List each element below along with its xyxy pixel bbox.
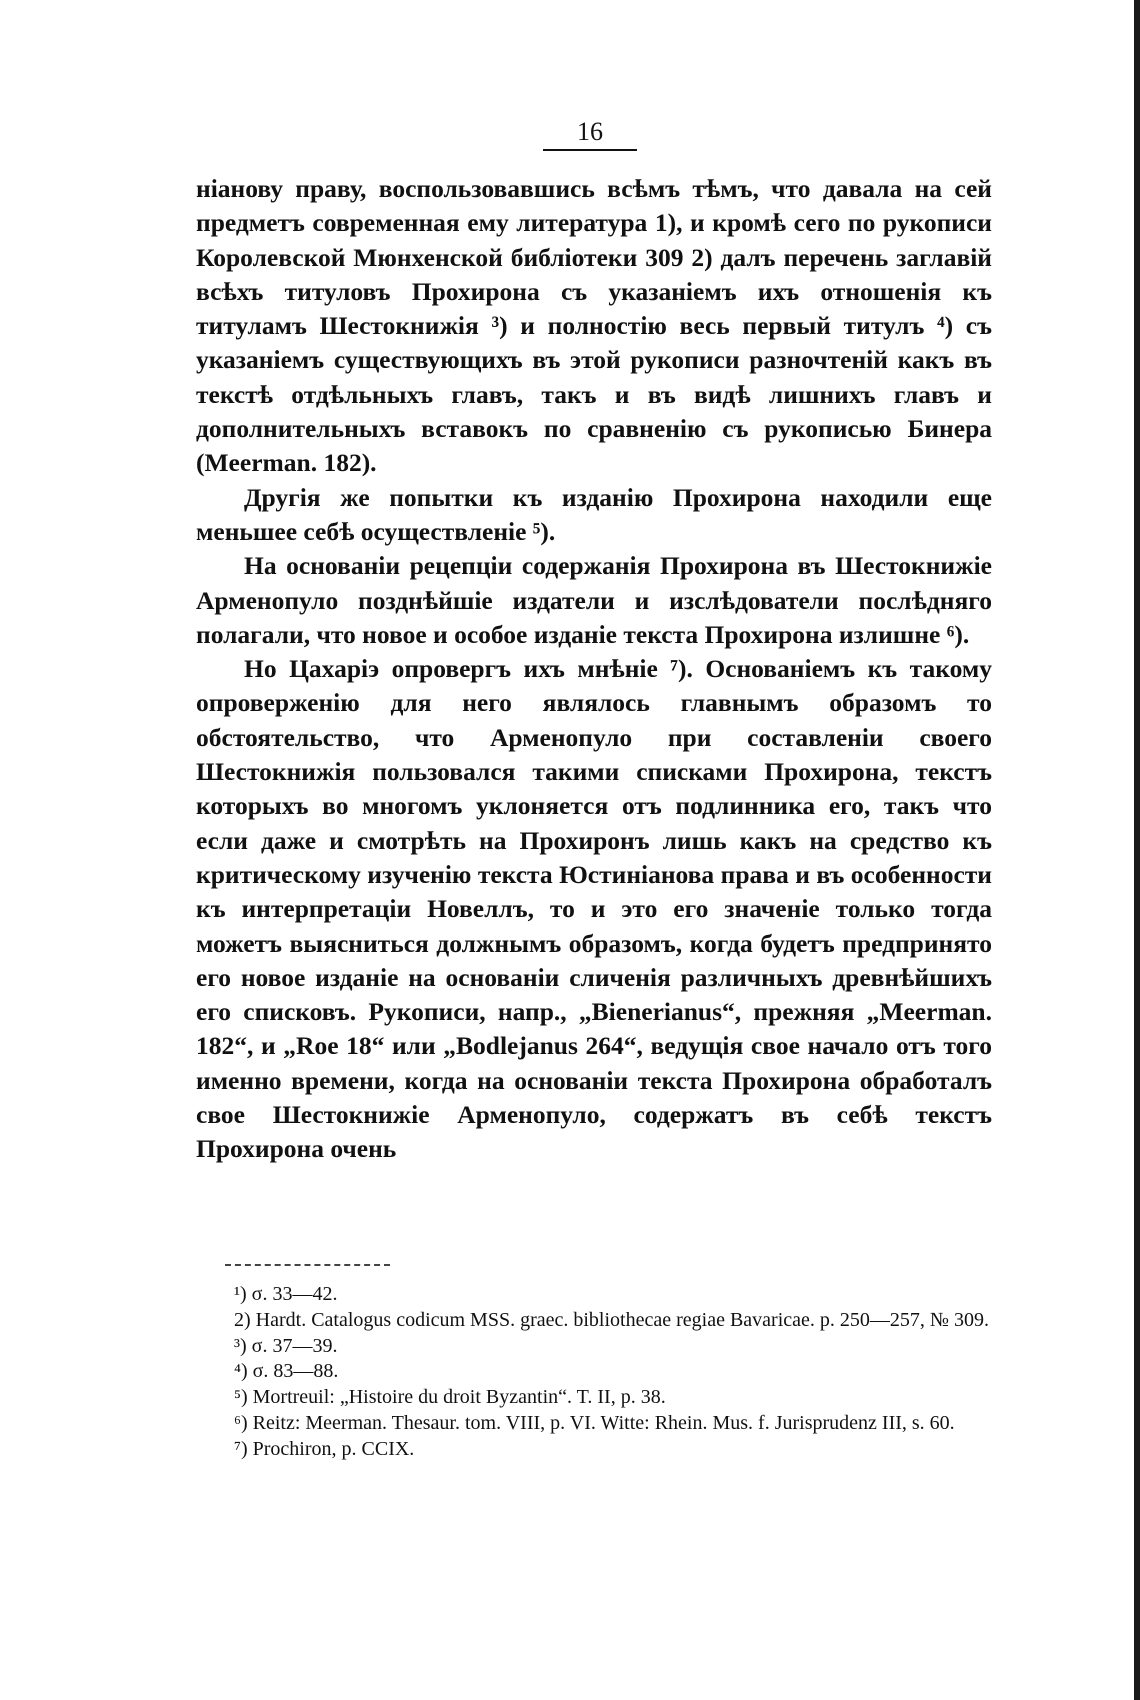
- paragraph-1: ніанову праву, воспользовавшись всѣмъ тѣмъ, что давала на сей предметъ современная ему литература 1), и кромѣ сего по рукописи Королевской Мюнхенской библіотеки 309 2) далъ перечень заглавій всѣхъ титуловъ Прохирона съ указаніемъ ихъ отношенія къ титуламъ Шестокнижія ³) и полностію весь первый титулъ ⁴) съ указаніемъ существующихъ въ этой рукописи разночтеній какъ въ текстѣ отдѣльныхъ главъ, такъ и въ видѣ лишнихъ главъ и дополнительныхъ вставокъ по сравненію съ рукописью Бинера (Meerman. 182).: [196, 174, 992, 478]
- footnote-4: ⁴) σ. 83—88.: [234, 1360, 339, 1383]
- footnote-separator: [225, 1264, 390, 1266]
- page-header: [0, 116, 1140, 151]
- page-number: 16: [543, 116, 637, 151]
- footnote-3: ³) σ. 37—39.: [234, 1334, 338, 1357]
- page-edge-shadow: [1134, 0, 1140, 1700]
- footnote-1: ¹) σ. 33—42.: [234, 1283, 338, 1305]
- footnote-2: 2) Hardt. Catalogus codicum MSS. graec. bibliothecae regiae Bavaricae. p. 250—257, № 309.: [234, 1308, 989, 1331]
- footnote-7: ⁷) Prochiron, p. CCIX.: [234, 1437, 415, 1460]
- paragraph-4: Но Цахаріэ опровергъ ихъ мнѣніе ⁷). Основаніемъ къ такому опроверженію для него являлось главнымъ образомъ то обстоятельство, что Арменопуло при составленіи своего Шестокнижія пользовался такими списками Прохирона, текстъ которыхъ во многомъ уклоняется отъ подлинника его, такъ что если даже и смотрѣть на Прохиронъ лишь какъ на средство къ критическому изученію текста Юстиніанова права и въ особенности къ интерпретаціи Новеллъ, то и это его значеніе только тогда можетъ выясниться должнымъ образомъ, когда будетъ предпринято его новое изданіе на основаніи сличенія различныхъ древнѣйшихъ его списковъ. Рукописи, напр., „Bienerianus“, прежняя „Meerman. 182“, и „Roe 18“ или „Bodlejanus 264“, ведущія свое начало отъ того именно времени, когда на основаніи текста Прохирона обработалъ свое Шестокнижіе Арменопуло, содержатъ въ себѣ текстъ Прохирона очень: [196, 654, 992, 1164]
- paragraph-3: На основаніи рецепціи содержанія Прохирона въ Шестокнижіе Арменопуло позднѣйшіе издатели и изслѣдователи послѣдняго полагали, что новое и особое изданіе текста Прохирона излишне ⁶).: [196, 551, 992, 649]
- footnotes: [196, 1282, 992, 1463]
- footnote-5: ⁵) Mortreuil: „Histoire du droit Byzantin“. T. II, p. 38.: [234, 1386, 666, 1409]
- paragraph-2: Другія же попытки къ изданію Прохирона находили еще меньшее себѣ осуществленіе ⁵).: [196, 482, 992, 546]
- footnote-6: ⁶) Reitz: Meerman. Thesaur. tom. VIII, p. VI. Witte: Rhein. Mus. f. Jurisprudenz III, s. 60.: [234, 1411, 955, 1434]
- body-text: [196, 172, 992, 1167]
